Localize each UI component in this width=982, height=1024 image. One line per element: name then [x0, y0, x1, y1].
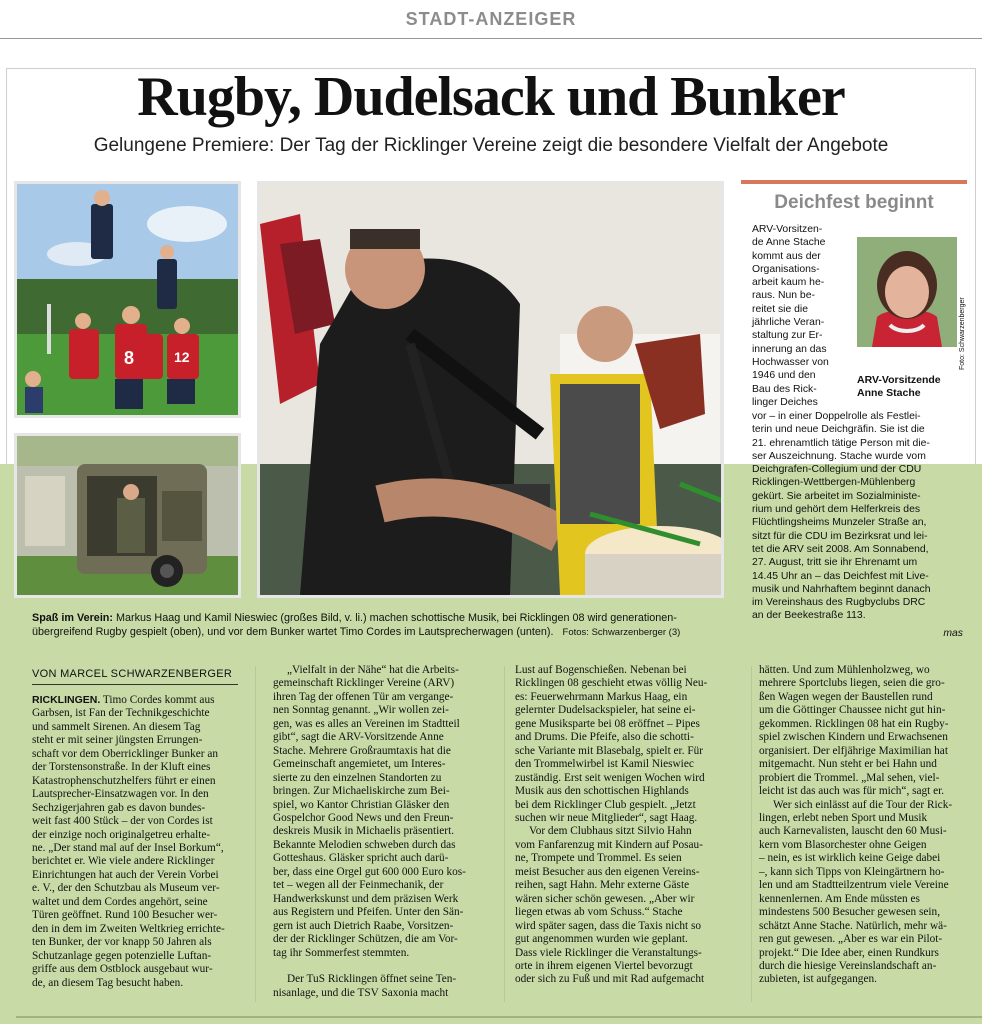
- article-line: meist Besucher aus den eigenen Vereins-: [515, 865, 700, 878]
- article-line: Bekannte Melodien schweben durch das: [273, 838, 456, 851]
- article-line: and Drums. Die Pfeife, also die schotti-: [515, 731, 694, 744]
- sidebar-rule: [741, 180, 967, 184]
- sidebar-signature: mas: [943, 628, 963, 639]
- article-line: deskreis Musik in Michaelis präsentiert.: [273, 825, 455, 838]
- article-line: tet – wegen all der Feinmechanik, der: [273, 879, 444, 892]
- article-line: nen Sonntag genannt. „Wir wollen zei-: [273, 704, 449, 717]
- article-line: Einrichtungen hat auch der Verein Vorbei: [32, 868, 219, 881]
- bottom-rule: [16, 1016, 982, 1018]
- column-rule: [255, 666, 256, 1002]
- article-line: e. V., der den Schutzbau als Museum ver-: [32, 882, 220, 895]
- column-rule: [504, 666, 505, 1002]
- article-line: vom Fanfarenzug mit Kindern auf Posau-: [515, 838, 703, 851]
- article-line: Schutzanlage gegen potenzielle Luftan-: [32, 949, 212, 962]
- article-line: gemeinschaft Ricklinger Vereine (ARV): [273, 677, 455, 690]
- sidebar-line: reitet sie die: [752, 303, 809, 315]
- article-line: gut angenommen wurden wie geplant.: [515, 933, 688, 946]
- article-line: Gotteshaus. Gläsker spricht auch darü-: [273, 852, 449, 865]
- jersey-number-8: 8: [124, 348, 135, 368]
- article-line: berichtet er. Wie viele andere Ricklinger: [32, 855, 215, 868]
- article-line: um die Göttinger Chaussee nicht gut hin-: [759, 704, 946, 717]
- sidebar-deichfest: [741, 180, 967, 640]
- article-line: ren gut gewesen. „Aber es war ein Pilot-: [759, 933, 943, 946]
- byline: VON MARCEL SCHWARZENBERGER: [32, 668, 238, 685]
- article-line: schätzt Anne Stache. Natürlich, mehr wä-: [759, 919, 947, 932]
- article-line: len und am Stadtteilzentrum viele Vereine: [759, 879, 949, 892]
- sidebar-narrow-text: [752, 223, 856, 409]
- sidebar-line: raus. Nun be-: [752, 290, 815, 302]
- sidebar-line: 1946 und den: [752, 370, 816, 382]
- sidebar-line: 21. ehrenamtlich tätige Person mit die-: [752, 437, 930, 449]
- sidebar-line: 27. August, tritt sie ihr Ehrenamt um: [752, 557, 918, 569]
- article-line: Garbsen, ist Fan der Technikgeschichte: [32, 707, 210, 720]
- article-line: bringen. Zur Michaeliskirche zum Bei-: [273, 785, 450, 798]
- article-line: der Torstensonstraße. In der Kluft eines: [32, 761, 211, 774]
- sidebar-line: Deichgrafen-Collegium und der CDU: [752, 464, 922, 476]
- sidebar-line: Bau des Rick-: [752, 383, 817, 395]
- article-line: ber, dass eine Orgel gut 600 000 Euro kos-: [273, 865, 466, 878]
- article-line: spiel, wo Kantor Christian Gläsker den: [273, 798, 450, 811]
- sidebar-line: vor – in einer Doppelrolle als Festlei-: [752, 411, 921, 422]
- sidebar-line: staltung zur Er-: [752, 330, 823, 342]
- article-column-4: [759, 664, 981, 987]
- article-line: lingen, erlebt neben Sport und Musik: [759, 811, 928, 824]
- sidebar-line: an der Beekestraße 113.: [752, 610, 866, 622]
- caption-line: Markus Haag und Kamil Nieswiec (großes Bild, v. li.) machen schottische Musik, bei Ricklingen 08 wird generationen-: [116, 612, 677, 624]
- article-line: Lautsprecher-Einsatzwagen vor. In den: [32, 788, 209, 801]
- article-line: ten Bunker, der vor knapp 50 Jahren als: [32, 936, 212, 949]
- sidebar-line: sitzt für die CDU im Bezirksrat und lei-: [752, 530, 928, 542]
- article-line: schaft vor dem Oberricklinger Bunker an: [32, 747, 219, 760]
- article-line: mehrere Sportclubs liegen, seien die gro-: [759, 677, 945, 690]
- article-column-3: [515, 664, 743, 987]
- article-line: sche Variante mit Blasebalg, spielt er. Für: [515, 744, 704, 757]
- article-line: „Vielfalt in der Nähe“ hat die Arbeits-: [287, 664, 459, 676]
- rugby-photo: [17, 184, 238, 415]
- article-line: Katastrophenschutzhelfers führt er einen: [32, 774, 216, 787]
- column-rule: [751, 666, 752, 1002]
- article-line: griffe aus dem Ostblock ausgebaut wur-: [32, 963, 213, 976]
- caption-line: übergreifend Rugby gespielt (oben), und vor dem Bunker wartet Timo Cordes im Lautsprecherwagen (unten).: [32, 626, 554, 638]
- sidebar-line: terin und neue Deichgräfin. Sie ist die: [752, 424, 925, 436]
- article-line: Musik aus den schottischen Highlands: [515, 785, 689, 798]
- article-line: waltet und dem Cordes angehört, seine: [32, 895, 208, 908]
- article-column-2: [273, 664, 497, 1000]
- article-line-text: Timo Cordes kommt aus: [100, 694, 215, 706]
- sidebar-line: Hochwasser von: [752, 356, 829, 368]
- sidebar-line: arbeit kaum he-: [752, 277, 825, 289]
- sidebar-title: Deichfest beginnt: [774, 192, 934, 213]
- article-line: Lust auf Bogenschießen. Nebenan bei: [515, 664, 687, 676]
- portrait-anne-stache: [857, 237, 957, 347]
- caption-credit: Fotos: Schwarzenberger (3): [562, 627, 681, 638]
- article-line: de, an diesem Tag besucht haben.: [32, 976, 184, 989]
- article-line: [273, 960, 497, 973]
- article-line: der der Ricklinger Schützen, die am Vor-: [273, 933, 458, 946]
- article-line: Sechzigerjahren gab es davon bundes-: [32, 801, 206, 814]
- sidebar-line: musik und Nahrhaftem beginnt danach: [752, 583, 931, 595]
- sidebar-line: gekürt. Sie arbeitet im Sozialministe-: [752, 490, 921, 502]
- article-line: gen, was es alles an Vereinen im Stadtteil: [273, 717, 460, 730]
- article-line: gern ist auch Dietrich Raabe, Vorsitzen-: [273, 919, 454, 932]
- article-line: ßen Wagen wegen der Baustellen rund: [759, 690, 933, 703]
- article-line: Wer sich einlässt auf die Tour der Rick-: [773, 798, 953, 811]
- article-line: wären sicher schön gewesen. „Aber wir: [515, 892, 695, 905]
- article-line: zubieten, ist aufgegangen.: [759, 973, 877, 986]
- article-line: Stache. Mehrere Großraumtaxis hat die: [273, 744, 451, 757]
- caption-lead: Spaß im Verein:: [32, 612, 114, 624]
- article-line: leicht ist das auch was für mich“, sagt er.: [759, 785, 945, 798]
- sidebar-line: linger Deiches: [752, 396, 818, 408]
- article-line: mindestens 500 Besucher gewesen sein,: [759, 906, 941, 919]
- article-line: reihen, sagt Hahn. Mehr externe Gäste: [515, 879, 690, 892]
- article-line: der einzige noch originalgetreu erhalte-: [32, 828, 211, 841]
- subheadline: Gelungene Premiere: Der Tag der Ricklinger Vereine zeigt die besondere Vielfalt der Angebote: [93, 135, 889, 156]
- masthead: STADT-ANZEIGER: [0, 0, 982, 39]
- sidebar-line: ser Auszeichnung. Stache wurde vom: [752, 450, 926, 462]
- article-line: kern vom Blasorchester ohne Geigen: [759, 838, 927, 851]
- bagpipe-photo: [260, 184, 721, 595]
- article-line: und sammelt Sirenen. An diesem Tag: [32, 720, 201, 733]
- portrait-credit: [959, 290, 969, 370]
- article-line: gene Musiksparte bei 08 eröffnet – Pipes: [515, 717, 700, 730]
- jersey-number-12: 12: [174, 349, 190, 365]
- article-line: den Trommelwirbel ist Kamil Nieswiec: [515, 758, 694, 771]
- article-line: den in dem im Zweiten Weltkrieg errichte-: [32, 922, 225, 935]
- article-line: weit fast 400 Stück – der von Cordes ist: [32, 815, 213, 828]
- article-line: sierte zu den einzelnen Standorten zu: [273, 771, 442, 784]
- sidebar-line: ARV-Vorsitzen-: [752, 224, 823, 235]
- article-line: ihren Tag der offenen Tür am vergange-: [273, 690, 454, 703]
- photo-caption: [32, 611, 744, 640]
- article-line: [32, 694, 254, 707]
- headline: Rugby, Dudelsack und Bunker: [137, 66, 845, 128]
- sidebar-line: 14.45 Uhr an – das Deichfest mit Live-: [752, 570, 929, 582]
- article-line: aus Registern und Pfeifen. Unter den Sän-: [273, 906, 464, 919]
- article-line: Dass viele Ricklinger die Veranstaltungs-: [515, 946, 702, 959]
- article-column-1: [32, 694, 254, 990]
- article-line: suchen wir neue Mitglieder“, sagt Haag.: [515, 811, 698, 824]
- article-line: hätten. Und zum Mühlenholzweg, wo: [759, 664, 930, 676]
- sidebar-line: kommt aus der: [752, 250, 821, 262]
- article-line: nisanlage, und die TSV Saxonia macht: [273, 986, 449, 999]
- article-line: tag ihr Sommerfest stemmten.: [273, 946, 410, 959]
- sidebar-line: Organisations-: [752, 263, 820, 275]
- article-line: ne, Trompete und Trommel. Es seien: [515, 852, 682, 865]
- sidebar-wide-text: [752, 410, 966, 623]
- article-line: Vor dem Clubhaus sitzt Silvio Hahn: [529, 825, 692, 838]
- article-line: Türen geöffnet. Rund 100 Besucher wer-: [32, 909, 218, 922]
- article-line: liegen etwas ab vom Schuss.“ Stache: [515, 906, 683, 919]
- bunker-photo: [17, 436, 238, 595]
- article-line: projekt.“ Die Idee aber, einen Rundkurs: [759, 946, 939, 959]
- article-line: oder sich zu Fuß und mit Rad aufgemacht: [515, 973, 705, 986]
- article-line: gekommen. Ricklingen 08 hat ein Rugby-: [759, 717, 949, 730]
- article-line: kennenlernen. Am Ende müssten es: [759, 892, 920, 905]
- sidebar-line: im Vereinshaus des Rugbyclubs DRC: [752, 597, 926, 609]
- sidebar-line: rium und gehört dem Helferkreis des: [752, 504, 921, 516]
- article-line: zuständig. Erst seit wenigen Wochen wird: [515, 771, 705, 784]
- portrait-caption: ARV-Vorsitzende Anne Stache: [857, 374, 941, 399]
- article-line: durch die hiesige Vereinslandschaft an-: [759, 959, 937, 972]
- article-line: gibt“, sagt die ARV-Vorsitzende Anne: [273, 731, 444, 744]
- article-line: wird später sagen, dass die Taxis nicht so: [515, 919, 701, 932]
- article-line: organisiert. Der elfjährige Maximilian hat: [759, 744, 948, 757]
- dateline: RICKLINGEN.: [32, 694, 101, 706]
- article-line: Gemeinschaft angemietet, um Interes-: [273, 758, 446, 771]
- article-line: gelernter Dudelsackspieler, hat seine ei-: [515, 704, 696, 717]
- article-line: auch Karnevalisten, lauscht den 60 Musi-: [759, 825, 947, 838]
- article-line: es: Feuerwehrmann Markus Haag, ein: [515, 690, 688, 703]
- article-line: ne. „Der stand mal auf der Insel Borkum“,: [32, 841, 224, 854]
- sidebar-line: tet die ARV seit 2008. Am Sonnabend,: [752, 543, 929, 555]
- sidebar-line: Ricklingen-Wettbergen-Mühlenberg: [752, 477, 916, 489]
- article-line: Gospelchor Good News und den Freun-: [273, 811, 454, 824]
- article-line: mitgemacht. Nun steht er bei Hahn und: [759, 758, 937, 771]
- article-line: steht er mit seiner jüngsten Errungen-: [32, 734, 203, 747]
- article-line: Der TuS Ricklingen öffnet seine Ten-: [287, 973, 457, 986]
- article-line: orte in ihrem eigenen Viertel bevorzugt: [515, 959, 693, 972]
- sidebar-line: jährliche Veran-: [752, 317, 825, 329]
- article-line: Handwerkskunst und dem präzisen Werk: [273, 892, 459, 905]
- sidebar-line: innerung an das: [752, 343, 827, 355]
- article-line: probiert die Trommel. „Mal sehen, viel-: [759, 771, 940, 784]
- article-line: –, kann sich Tipps von Kleingärtnern ho-: [759, 865, 945, 878]
- article-line: – nein, es ist wirklich keine Geige dabei: [759, 852, 941, 865]
- sidebar-line: de Anne Stache: [752, 237, 826, 249]
- article-line: Ricklingen 08 geschieht etwas völlig Neu-: [515, 677, 708, 690]
- portrait-credit-text: Foto: Schwarzenberger: [959, 297, 966, 370]
- article-line: spiel zwischen Kindern und Erwachsenen: [759, 731, 948, 744]
- sidebar-line: Flüchtlingsheims Munzeler Straße an,: [752, 517, 927, 529]
- article-line: bei dem Ricklinger Club gespielt. „Jetzt: [515, 798, 696, 811]
